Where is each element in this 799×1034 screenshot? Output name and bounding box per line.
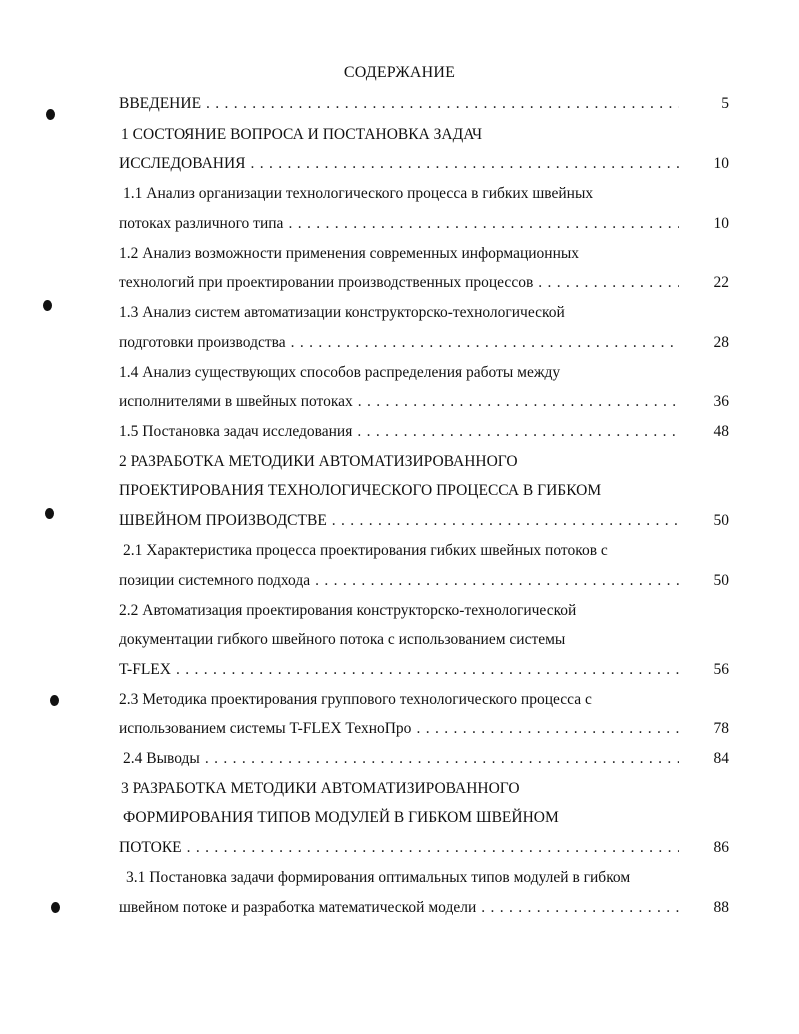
toc-entry-chapter-1-cont — [119, 153, 679, 175]
toc-entry-3-1-cont — [119, 897, 679, 919]
toc-entry-1-4 — [119, 362, 679, 384]
toc-entry-text: ПОТОКЕ — [119, 839, 182, 856]
toc-entry-2-3 — [119, 689, 679, 711]
toc-entry-text: 3.1 Постановка задачи формирования оптимальных типов модулей в гибком — [126, 869, 631, 886]
toc-entry-text: использованием системы T-FLEX ТехноПро — [119, 720, 412, 737]
toc-page-number: 48 — [713, 423, 729, 440]
toc-entry-text: 1 СОСТОЯНИЕ ВОПРОСА И ПОСТАНОВКА ЗАДАЧ — [121, 126, 483, 143]
toc-entry-text: 2 РАЗРАБОТКА МЕТОДИКИ АВТОМАТИЗИРОВАННОГО — [119, 453, 518, 470]
toc-entry-1-2-cont — [119, 272, 679, 294]
toc-entry-text: T-FLEX — [119, 661, 171, 678]
toc-page-number: 10 — [713, 155, 729, 172]
punch-hole-icon — [51, 902, 60, 913]
dot-leader — [411, 718, 679, 740]
toc-entry-intro — [119, 93, 679, 115]
toc-entry-text: ПРОЕКТИРОВАНИЯ ТЕХНОЛОГИЧЕСКОГО ПРОЦЕССА В ГИБКОМ — [119, 482, 602, 499]
punch-hole-icon — [46, 109, 55, 120]
toc-entry-1-3-cont — [119, 332, 679, 354]
toc-entry-text: технологий при проектировании производственных процессов — [119, 274, 534, 291]
toc-entry-chapter-2-cont2 — [119, 510, 679, 532]
toc-page-number: 10 — [713, 215, 729, 232]
toc-entry-2-4 — [123, 748, 679, 770]
toc-entry-chapter-1 — [121, 124, 681, 146]
toc-page-number: 5 — [721, 95, 729, 112]
toc-page-number: 50 — [713, 572, 729, 589]
toc-entry-2-2-cont2 — [119, 659, 679, 681]
page-title: СОДЕРЖАНИЕ — [343, 64, 456, 81]
toc-entry-2-2-cont — [119, 629, 679, 651]
dot-leader — [310, 570, 679, 592]
toc-entry-text: 1.5 Постановка задач исследования — [119, 423, 353, 440]
toc-entry-text: подготовки производства — [119, 334, 286, 351]
toc-entry-text: позиции системного подхода — [119, 572, 311, 589]
toc-page-number: 50 — [713, 512, 729, 529]
toc-entry-text: 2.1 Характеристика процесса проектирования гибких швейных потоков с — [123, 542, 608, 559]
toc-entry-chapter-2 — [119, 451, 679, 473]
toc-page-number: 86 — [713, 839, 729, 856]
toc-entry-1-4-cont — [119, 391, 679, 413]
toc-entry-1-1 — [123, 183, 683, 205]
dot-leader — [246, 153, 679, 175]
punch-hole-icon — [45, 508, 54, 519]
dot-leader — [533, 272, 679, 294]
toc-page-number: 36 — [713, 393, 729, 410]
toc-entry-text: 1.3 Анализ систем автоматизации конструкторско-технологической — [119, 304, 565, 321]
dot-leader — [353, 391, 679, 413]
dot-leader — [286, 332, 679, 354]
toc-entry-1-1-cont — [119, 213, 679, 235]
toc-entry-text: 1.1 Анализ организации технологического процесса в гибких швейных — [123, 185, 594, 202]
toc-page-number: 56 — [713, 661, 729, 678]
dot-leader — [201, 93, 679, 115]
toc-entry-text: ФОРМИРОВАНИЯ ТИПОВ МОДУЛЕЙ В ГИБКОМ ШВЕЙНОМ — [123, 809, 559, 826]
dot-leader — [182, 837, 679, 859]
toc-page-number: 84 — [713, 750, 729, 767]
dot-leader — [327, 510, 679, 532]
toc-entry-text: 2.3 Методика проектирования группового технологического процесса с — [119, 691, 592, 708]
toc-entry-text: 1.4 Анализ существующих способов распределения работы между — [119, 364, 561, 381]
toc-entry-text: 3 РАЗРАБОТКА МЕТОДИКИ АВТОМАТИЗИРОВАННОГО — [121, 780, 520, 797]
toc-entry-text: 2.4 Выводы — [123, 750, 200, 767]
toc-entry-1-3 — [119, 302, 679, 324]
toc-entry-text: швейном потоке и разработка математической модели — [119, 899, 477, 916]
toc-entry-text: потоках различного типа — [119, 215, 284, 232]
toc-entry-1-5 — [119, 421, 679, 443]
punch-hole-icon — [50, 695, 59, 706]
toc-entry-chapter-3-cont2 — [119, 837, 679, 859]
dot-leader — [200, 748, 679, 770]
toc-entry-2-3-cont — [119, 718, 679, 740]
toc-entry-text: документации гибкого швейного потока с использованием системы — [119, 631, 566, 648]
toc-entry-text: 2.2 Автоматизация проектирования конструкторско-технологической — [119, 602, 577, 619]
toc-entry-text: ШВЕЙНОМ ПРОИЗВОДСТВЕ — [119, 512, 327, 529]
toc-entry-text: исполнителями в швейных потоках — [119, 393, 353, 410]
toc-page-number: 88 — [713, 899, 729, 916]
toc-entry-text: 1.2 Анализ возможности применения современных информационных — [119, 245, 580, 262]
toc-entry-3-1 — [126, 867, 686, 889]
toc-entry-chapter-3 — [121, 778, 681, 800]
toc-page-number: 78 — [713, 720, 729, 737]
punch-hole-icon — [43, 300, 52, 311]
toc-entry-1-2 — [119, 243, 679, 265]
toc-page-number: 28 — [713, 334, 729, 351]
dot-leader — [476, 897, 679, 919]
dot-leader — [352, 421, 679, 443]
toc-entry-2-1-cont — [119, 570, 679, 592]
toc-page-number: 22 — [713, 274, 729, 291]
toc-entry-2-1 — [123, 540, 683, 562]
dot-leader — [283, 213, 679, 235]
toc-entry-chapter-3-cont — [123, 807, 683, 829]
toc-entry-text: ИССЛЕДОВАНИЯ — [119, 155, 246, 172]
toc-entry-text: ВВЕДЕНИЕ — [119, 95, 202, 112]
toc-entry-chapter-2-cont — [119, 480, 679, 502]
dot-leader — [171, 659, 679, 681]
toc-entry-2-2 — [119, 600, 679, 622]
